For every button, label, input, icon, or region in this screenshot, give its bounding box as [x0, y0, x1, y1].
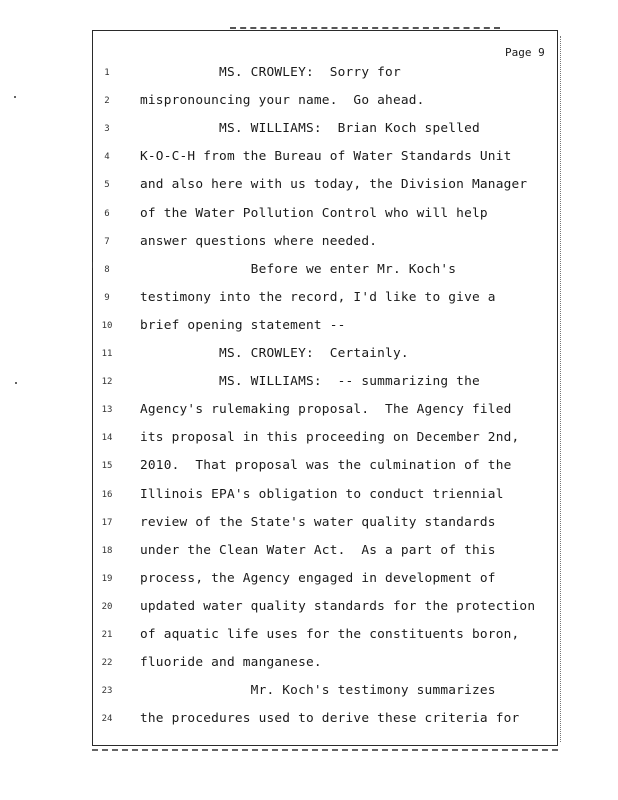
transcript-line	[92, 204, 558, 224]
line-number: 10	[101, 320, 113, 331]
line-text: the procedures used to derive these criteria for	[140, 711, 520, 727]
line-text: mispronouncing your name. Go ahead.	[140, 93, 425, 109]
transcript-line	[92, 709, 558, 729]
line-number: 3	[104, 124, 110, 135]
line-number: 1	[104, 68, 110, 78]
line-text: process, the Agency engaged in development of	[140, 570, 496, 586]
transcript-line	[92, 597, 558, 617]
transcript-line	[92, 456, 558, 476]
transcript-line	[92, 260, 558, 280]
transcript-line	[92, 232, 558, 252]
line-number: 15	[101, 461, 113, 472]
transcript-line	[92, 428, 558, 448]
line-number: 8	[104, 264, 110, 275]
line-text: its proposal in this proceeding on December 2nd,	[140, 430, 520, 446]
line-text: MS. CROWLEY: Certainly.	[140, 346, 409, 361]
transcript-line	[92, 372, 558, 392]
line-number: 12	[101, 377, 113, 388]
line-text: Before we enter Mr. Koch's	[140, 261, 457, 277]
line-number: 16	[101, 489, 113, 500]
top-scan-rule	[230, 27, 500, 29]
line-number: 19	[101, 573, 113, 584]
line-number: 4	[104, 152, 110, 163]
line-text: under the Clean Water Act. As a part of this	[140, 542, 496, 558]
line-number: 21	[101, 630, 113, 640]
line-text: K-O-C-H from the Bureau of Water Standards Unit	[140, 149, 512, 165]
line-number: 17	[101, 517, 113, 528]
line-number: 22	[101, 658, 113, 669]
line-text: Agency's rulemaking proposal. The Agency filed	[140, 402, 512, 418]
transcript-line	[92, 63, 558, 83]
transcript-line	[92, 344, 558, 364]
scan-speck	[14, 96, 16, 98]
line-text: of aquatic life uses for the constituents boron,	[140, 627, 520, 642]
line-number: 14	[101, 433, 113, 444]
right-edge-rule	[560, 36, 561, 742]
line-number: 11	[101, 349, 113, 359]
transcript-line	[92, 288, 558, 308]
transcript-line	[92, 681, 558, 701]
transcript-line	[92, 119, 558, 139]
line-number: 5	[104, 180, 110, 191]
transcript-line	[92, 316, 558, 336]
transcript-line	[92, 653, 558, 673]
transcript-line	[92, 569, 558, 589]
line-text: brief opening statement --	[140, 317, 346, 333]
line-text: and also here with us today, the Division Manager	[140, 177, 528, 193]
line-text: testimony into the record, I'd like to give a	[140, 289, 496, 305]
line-number: 7	[104, 236, 110, 247]
transcript-line	[92, 625, 558, 645]
line-text: Illinois EPA's obligation to conduct triennial	[140, 486, 504, 502]
line-number: 24	[101, 714, 113, 725]
line-text: Mr. Koch's testimony summarizes	[140, 683, 496, 699]
bottom-scan-rule	[92, 749, 558, 751]
line-text: answer questions where needed.	[140, 233, 378, 249]
line-text: review of the State's water quality standards	[140, 514, 496, 530]
page-number: Page 9	[505, 46, 545, 59]
transcript-line	[92, 91, 558, 111]
transcript-line	[92, 175, 558, 195]
line-text: MS. CROWLEY: Sorry for	[140, 65, 401, 80]
line-text: fluoride and manganese.	[140, 655, 322, 671]
line-text: of the Water Pollution Control who will help	[140, 205, 488, 221]
line-text: updated water quality standards for the protection	[140, 598, 536, 614]
line-number: 6	[104, 208, 110, 219]
line-number: 18	[101, 545, 113, 556]
transcript-line	[92, 485, 558, 505]
line-number: 13	[101, 405, 113, 416]
scan-speck	[92, 262, 93, 268]
transcript-line	[92, 541, 558, 561]
line-text: 2010. That proposal was the culmination of the	[140, 458, 512, 474]
line-number: 9	[104, 292, 110, 303]
line-number: 20	[101, 601, 113, 612]
transcript-line	[92, 513, 558, 533]
scan-speck	[15, 382, 17, 384]
line-text: MS. WILLIAMS: Brian Koch spelled	[140, 121, 480, 137]
line-number: 2	[104, 96, 110, 107]
line-number: 23	[101, 686, 113, 697]
line-text: MS. WILLIAMS: -- summarizing the	[140, 374, 480, 390]
transcript-line	[92, 147, 558, 167]
transcript-line	[92, 400, 558, 420]
